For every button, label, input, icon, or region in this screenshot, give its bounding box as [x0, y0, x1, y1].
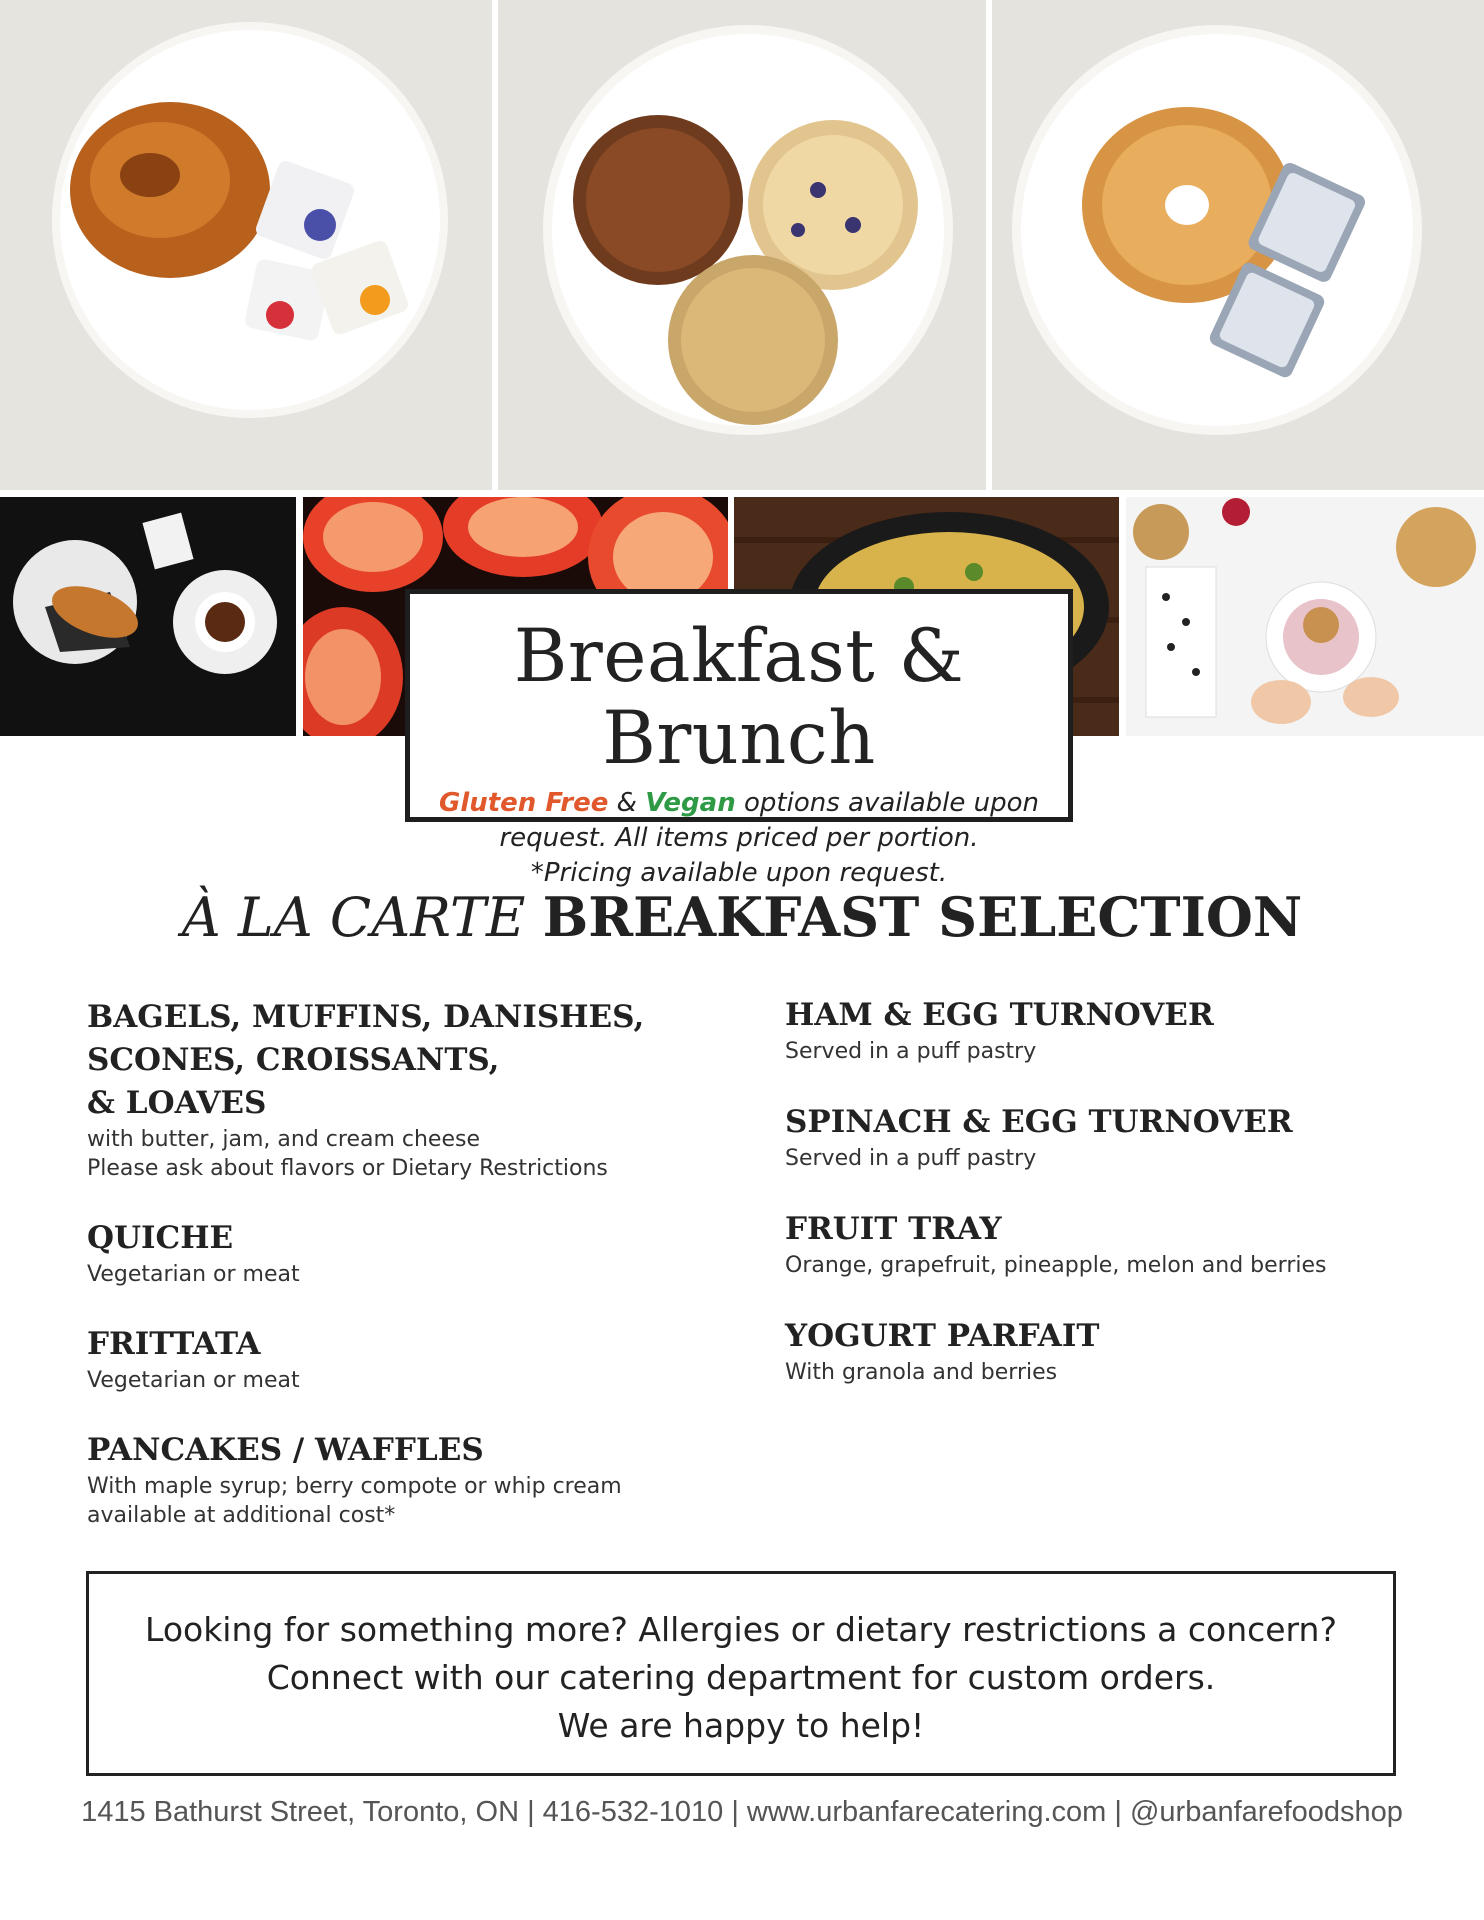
title-box — [405, 589, 1073, 888]
menu-item-desc: Vegetarian or meat — [87, 1262, 300, 1287]
menu-item — [785, 1208, 1425, 1280]
menu-item-desc: With granola and berries — [785, 1360, 1058, 1385]
menu-item-name: FRITTATA — [87, 1326, 261, 1362]
muffins-photo — [498, 0, 986, 490]
menu-item-desc: Vegetarian or meat — [87, 1368, 300, 1393]
menu-item-name: SPINACH & EGG TURNOVER — [785, 1104, 1293, 1140]
menu-item-name: HAM & EGG TURNOVER — [785, 997, 1214, 1033]
menu-item-name: PANCAKES / WAFFLES — [87, 1432, 484, 1468]
menu-item-name: FRUIT TRAY — [785, 1211, 1002, 1247]
vegan-label: Vegan — [645, 788, 736, 818]
menu-item — [785, 1315, 1425, 1387]
menu-item-desc: With maple syrup; berry compote or whip cream — [87, 1474, 622, 1499]
menu-item — [87, 1217, 727, 1289]
page-title: Breakfast & Brunch — [513, 614, 965, 781]
menu-item-name: & LOAVES — [87, 1085, 267, 1121]
bagel-cream-cheese-photo — [992, 0, 1484, 490]
menu-item-desc: Served in a puff pastry — [785, 1039, 1037, 1064]
menu-item-name: BAGELS, MUFFINS, DANISHES, — [87, 999, 645, 1035]
menu-column-right — [785, 994, 1425, 1422]
gluten-free-label: Gluten Free — [438, 788, 609, 818]
menu-item — [87, 996, 727, 1183]
menu-item-desc: Served in a puff pastry — [785, 1146, 1037, 1171]
ampersand: & — [608, 788, 646, 818]
section-heading-bold: BREAKFAST SELECTION — [542, 885, 1303, 949]
menu-item-desc: Please ask about flavors or Dietary Restrictions — [87, 1156, 608, 1181]
footer-contact-info: 1415 Bathurst Street, Toronto, ON | 416-532-1010 | www.urbanfarecatering.com | @urbanfarefoodshop — [81, 1796, 1403, 1828]
portion-note: request. All items priced per portion. — [499, 823, 979, 853]
menu-item-name: QUICHE — [87, 1220, 234, 1256]
croissant-espresso-photo — [0, 497, 296, 736]
custom-orders-line: We are happy to help! — [557, 1706, 925, 1745]
menu-item-desc: available at additional cost* — [87, 1503, 396, 1528]
pricing-note: *Pricing available upon request. — [530, 858, 948, 888]
menu-item — [87, 1323, 727, 1395]
yogurt-parfait-photo — [1126, 497, 1484, 736]
menu-item-name: YOGURT PARFAIT — [785, 1318, 1100, 1354]
menu-item-name: SCONES, CROISSANTS, — [87, 1042, 500, 1078]
custom-orders-line: Looking for something more? Allergies or dietary restrictions a concern? — [145, 1610, 1337, 1649]
croissant-with-jams-photo — [0, 0, 492, 490]
menu-item-desc: Orange, grapefruit, pineapple, melon and berries — [785, 1253, 1327, 1278]
dietary-options-line — [410, 786, 1068, 821]
options-text: options available upon — [735, 788, 1039, 818]
menu-item — [785, 1101, 1425, 1173]
section-heading-italic: À LA CARTE — [181, 886, 526, 949]
custom-orders-box — [86, 1571, 1396, 1776]
menu-item-desc: with butter, jam, and cream cheese — [87, 1127, 480, 1152]
section-heading — [0, 885, 1484, 949]
custom-orders-line: Connect with our catering department for custom orders. — [266, 1658, 1216, 1697]
menu-item — [87, 1429, 727, 1530]
menu-item — [785, 994, 1425, 1066]
menu-column-left — [87, 996, 727, 1564]
